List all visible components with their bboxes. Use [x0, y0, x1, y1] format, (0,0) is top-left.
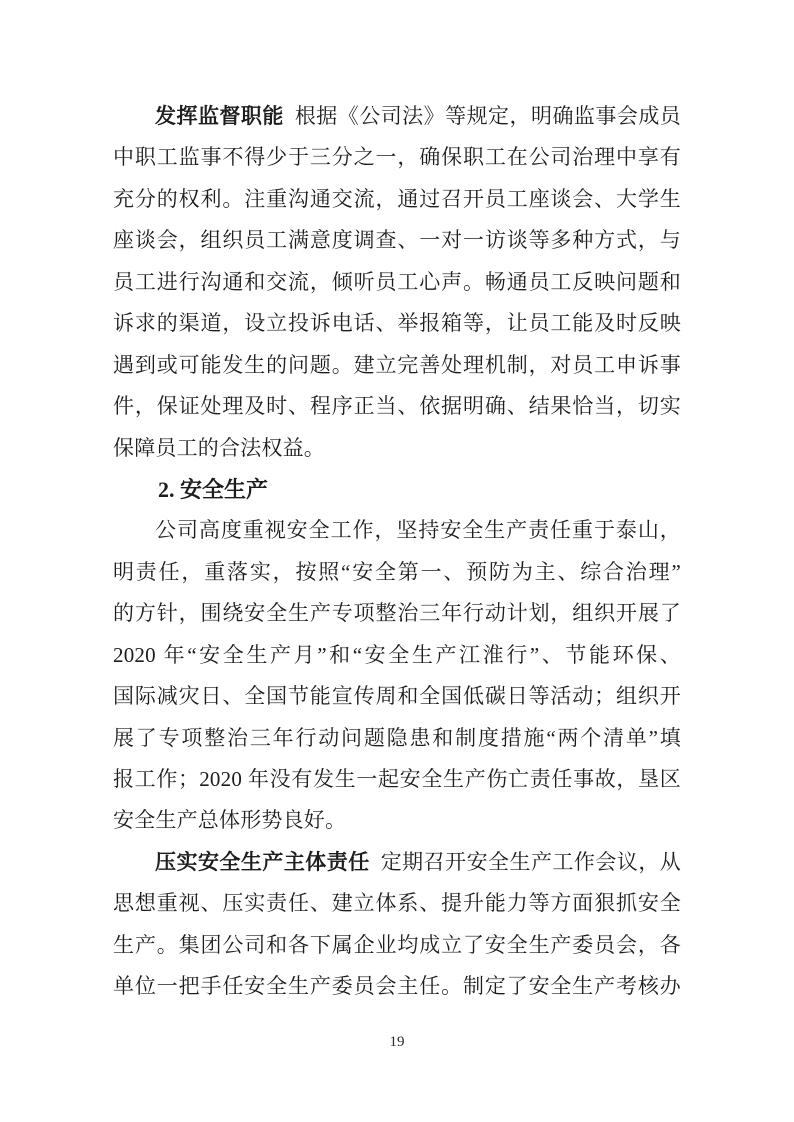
body-line: 国际减灾日、全国节能宣传周和全国低碳日等活动；组织开: [113, 684, 681, 709]
body-line: [113, 842, 681, 883]
page-number: 19: [389, 1034, 405, 1050]
body-line: 生产。集团公司和各下属企业均成立了安全生产委员会，各: [113, 932, 681, 957]
body-text: 定期召开安全生产工作会议，从: [380, 849, 681, 874]
body-line: 座谈会，组织员工满意度调查、一对一访谈等多种方式，与: [113, 228, 681, 253]
body-line: 思想重视、压实责任、建立体系、提升能力等方面狠抓安全: [113, 891, 681, 916]
body-line: 2020 年“安全生产月”和“安全生产江淮行”、节能环保、: [113, 642, 681, 667]
body-line: 的方针，围绕安全生产专项整治三年行动计划，组织开展了: [113, 601, 681, 626]
body-line: 公司高度重视安全工作，坚持安全生产责任重于泰山，: [155, 518, 681, 543]
section-heading-safety-production: 2. 安全生产: [158, 476, 269, 502]
document-body: [113, 96, 681, 1008]
body-line: 展了专项整治三年行动问题隐患和制度措施“两个清单”填: [113, 725, 681, 750]
body-line: 中职工监事不得少于三分之一，确保职工在公司治理中享有: [113, 145, 681, 170]
bold-lead-responsibility: 压实安全生产主体责任: [155, 849, 370, 874]
bold-lead-supervision: 发挥监督职能: [155, 104, 284, 128]
body-line: 报工作；2020 年没有发生一起安全生产伤亡责任事故，垦区: [113, 767, 681, 791]
body-line: 安全生产总体形势良好。: [113, 808, 347, 833]
body-line: 明责任，重落实，按照“安全第一、预防为主、综合治理”: [113, 559, 681, 584]
body-text: 根据《公司法》等规定，明确监事会成员: [294, 104, 681, 128]
body-line: 充分的权利。注重沟通交流，通过召开员工座谈会、大学生: [113, 186, 681, 211]
body-line: 诉求的渠道，设立投诉电话、举报箱等，让员工能及时反映: [113, 311, 681, 336]
body-line: 件，保证处理及时、程序正当、依据明确、结果恰当，切实: [113, 394, 681, 419]
body-line: [113, 96, 681, 137]
body-line: 保障员工的合法权益。: [113, 435, 325, 460]
body-line: 单位一把手任安全生产委员会主任。制定了安全生产考核办: [113, 974, 681, 999]
body-line: 员工进行沟通和交流，倾听员工心声。畅通员工反映问题和: [113, 269, 681, 294]
body-line: 遇到或可能发生的问题。建立完善处理机制，对员工申诉事: [113, 352, 681, 377]
